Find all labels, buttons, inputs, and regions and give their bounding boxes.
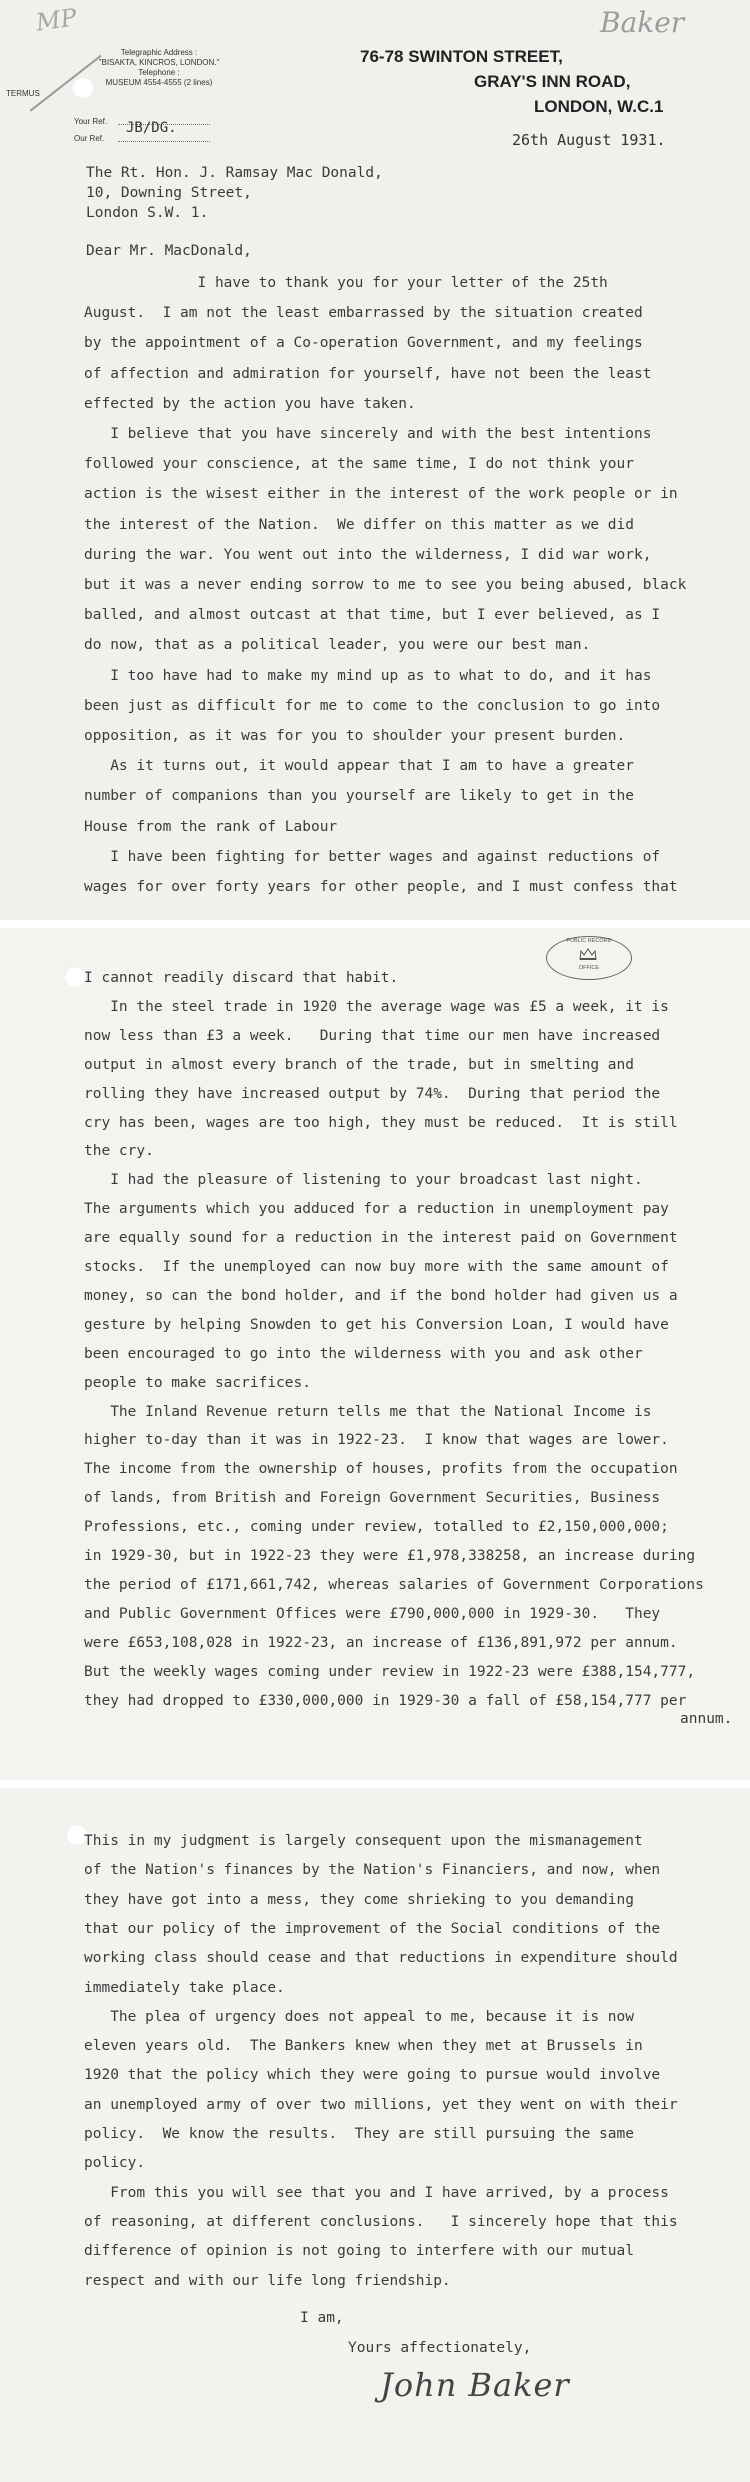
letter-line: House from the rank of Labour — [84, 818, 338, 835]
letter-line: gesture by helping Snowden to get his Conversion Loan, I would have — [84, 1316, 669, 1333]
recipient-address — [86, 163, 383, 223]
letter-line: that our policy of the improvement of the Social conditions of the — [84, 1920, 661, 1937]
letter-line: August. I am not the least embarrassed by the situation created — [84, 305, 643, 322]
salutation: Dear Mr. MacDonald, — [86, 243, 252, 259]
letter-line: been just as difficult for me to come to the conclusion to go into — [84, 697, 661, 714]
termus-label: TERMUS — [6, 89, 40, 98]
letter-line: opposition, as it was for you to shoulder your present burden. — [84, 728, 626, 744]
punch-hole — [64, 966, 86, 988]
letter-line: are equally sound for a reduction in the interest paid on Government — [84, 1230, 678, 1247]
letter-line: I have to thank you for your letter of the 25th — [84, 275, 608, 291]
recipient-line: The Rt. Hon. J. Ramsay Mac Donald, — [86, 165, 383, 181]
letter-line: people to make sacrifices. — [84, 1374, 311, 1391]
letter-line: wages for over forty years for other people, and I must confess that — [84, 879, 678, 895]
recipient-line: London S.W. 1. — [86, 205, 209, 221]
letter-line: immediately take place. — [84, 1979, 285, 1996]
letter-line: 1920 that the policy which they were going to pursue would involve — [84, 2067, 661, 2084]
letter-line: I too have had to make my mind up as to what to do, and it has — [84, 667, 652, 684]
telegraphic-label: Telegraphic Address : — [120, 48, 198, 57]
letter-line: action is the wisest either in the interest of the work people or in — [84, 486, 678, 503]
letter-line: were £653,108,028 in 1922-23, an increase of £136,891,972 per annum. — [84, 1634, 678, 1651]
address-line: LONDON, W.C.1 — [534, 97, 664, 116]
our-ref-label: Our Ref. — [74, 134, 105, 143]
letter-line: rolling they have increased output by 74%. During that period the — [84, 1085, 661, 1102]
letter-line: money, so can the bond holder, and if the bond holder had given us a — [84, 1287, 678, 1304]
letter-line: difference of opinion is not going to interfere with our mutual — [84, 2243, 634, 2260]
letter-line: I have been fighting for better wages and against reductions of — [84, 848, 661, 865]
letter-line: but it was a never ending sorrow to me to see you being abused, black — [84, 577, 687, 593]
letter-line: an unemployed army of over two millions, yet they went on with their — [84, 2096, 678, 2113]
letter-page-2 — [0, 928, 750, 1780]
address-line: 76-78 SWINTON STREET, — [360, 47, 563, 66]
telephone-number: MUSEUM 4554-4555 (2 lines) — [105, 78, 213, 87]
letter-line: stocks. If the unemployed can now buy more with the same amount of — [84, 1259, 669, 1275]
letter-line: now less than £3 a week. During that time our men have increased — [84, 1027, 661, 1044]
letter-line: of affection and admiration for yourself, have not been the least — [84, 365, 652, 382]
recipient-line: 10, Downing Street, — [86, 185, 252, 201]
telephone-label: Telephone : — [138, 68, 180, 77]
letter-line: This in my judgment is largely consequent upon the mismanagement — [84, 1833, 643, 1849]
letterhead-contact — [64, 48, 254, 88]
letter-line: they had dropped to £330,000,000 in 1929-30 a fall of £58,154,777 per — [84, 1692, 687, 1709]
letter-line: of reasoning, at different conclusions. I sincerely hope that this — [84, 2213, 678, 2230]
letter-line: the cry. — [84, 1143, 154, 1160]
letter-line: cry has been, wages are too high, they must be reduced. It is still — [84, 1114, 678, 1131]
letter-line: As it turns out, it would appear that I am to have a greater — [84, 758, 634, 775]
letter-line: number of companions than you yourself are likely to get in the — [84, 788, 634, 805]
letter-line: the interest of the Nation. We differ on this matter as we did — [84, 516, 634, 533]
letter-page-1 — [0, 0, 750, 920]
letter-line: The plea of urgency does not appeal to me, because it is now — [84, 2008, 634, 2025]
telegraphic-address: "BISAKTA, KINCROS, LONDON." — [98, 58, 220, 67]
closing-yours: Yours affectionately, — [348, 2340, 532, 2356]
your-ref-label: Your Ref. — [74, 117, 108, 126]
stamp-bottom-text: OFFICE — [578, 965, 600, 971]
letter-line: policy. We know the results. They are still pursuing the same — [84, 2126, 634, 2142]
closing-i-am: I am, — [300, 2310, 344, 2326]
letter-line: Professions, etc., coming under review, totalled to £2,150,000,000; — [84, 1519, 669, 1536]
letter-line: the period of £171,661,742, whereas salaries of Government Corporations — [84, 1576, 704, 1593]
pencil-annotation-baker: Baker — [600, 6, 685, 39]
letter-line: I cannot readily discard that habit. — [84, 970, 399, 986]
letter-line: respect and with our life long friendship. — [84, 2272, 451, 2289]
letter-line: followed your conscience, at the same time, I do not think your — [84, 456, 634, 473]
letter-line: they have got into a mess, they come shrieking to you demanding — [84, 1891, 634, 1908]
letter-line: higher to-day than it was in 1922-23. I know that wages are lower. — [84, 1432, 669, 1449]
letter-line: of lands, from British and Foreign Government Securities, Business — [84, 1490, 661, 1507]
letter-line: I had the pleasure of listening to your broadcast last night. — [84, 1172, 643, 1189]
letter-line: But the weekly wages coming under review in 1922-23 were £388,154,777, — [84, 1663, 696, 1680]
letter-line: by the appointment of a Co-operation Government, and my feelings — [84, 335, 643, 352]
letter-line: From this you will see that you and I have arrived, by a process — [84, 2184, 669, 2201]
letter-line: The Inland Revenue return tells me that the National Income is — [84, 1403, 652, 1420]
letter-line: In the steel trade in 1920 the average wage was £5 a week, it is — [84, 998, 669, 1015]
letter-line: The arguments which you adduced for a reduction in unemployment pay — [84, 1201, 669, 1218]
letter-line: The income from the ownership of houses, profits from the occupation — [84, 1461, 678, 1478]
stamp-top-text: PUBLIC RECORD — [566, 938, 612, 944]
signature: John Baker — [380, 2366, 570, 2404]
letter-line: policy. — [84, 2155, 146, 2172]
letter-line: of the Nation's finances by the Nation's Financiers, and now, when — [84, 1862, 661, 1879]
letter-line: in 1929-30, but in 1922-23 they were £1,978,338258, an increase during — [84, 1548, 696, 1564]
letter-line: I believe that you have sincerely and with the best intentions — [84, 426, 652, 442]
letter-page-3 — [0, 1788, 750, 2482]
pencil-annotation-mp: MP — [34, 3, 79, 37]
address-line: GRAY'S INN ROAD, — [474, 72, 631, 91]
letter-line: eleven years old. The Bankers knew when they met at Brussels in — [84, 2038, 643, 2055]
letterhead-address — [360, 44, 680, 119]
letter-line: effected by the action you have taken. — [84, 395, 416, 412]
crown-icon — [579, 947, 597, 961]
letter-date: 26th August 1931. — [512, 131, 666, 149]
letter-line: during the war. You went out into the wilderness, I did war work, — [84, 546, 652, 563]
our-ref-line — [118, 141, 210, 142]
letter-line: do now, that as a political leader, you were our best man. — [84, 637, 591, 654]
letter-line: output in almost every branch of the trade, but in smelting and — [84, 1056, 634, 1073]
letter-line: and Public Government Offices were £790,000,000 in 1929-30. They — [84, 1605, 661, 1622]
letter-line: balled, and almost outcast at that time, but I ever believed, as I — [84, 607, 661, 624]
letter-line: annum. — [680, 1711, 733, 1728]
our-ref-value: JB/DG. — [126, 120, 177, 136]
letter-line: been encouraged to go into the wilderness with you and ask other — [84, 1345, 643, 1362]
letter-line: working class should cease and that reductions in expenditure should — [84, 1950, 678, 1967]
